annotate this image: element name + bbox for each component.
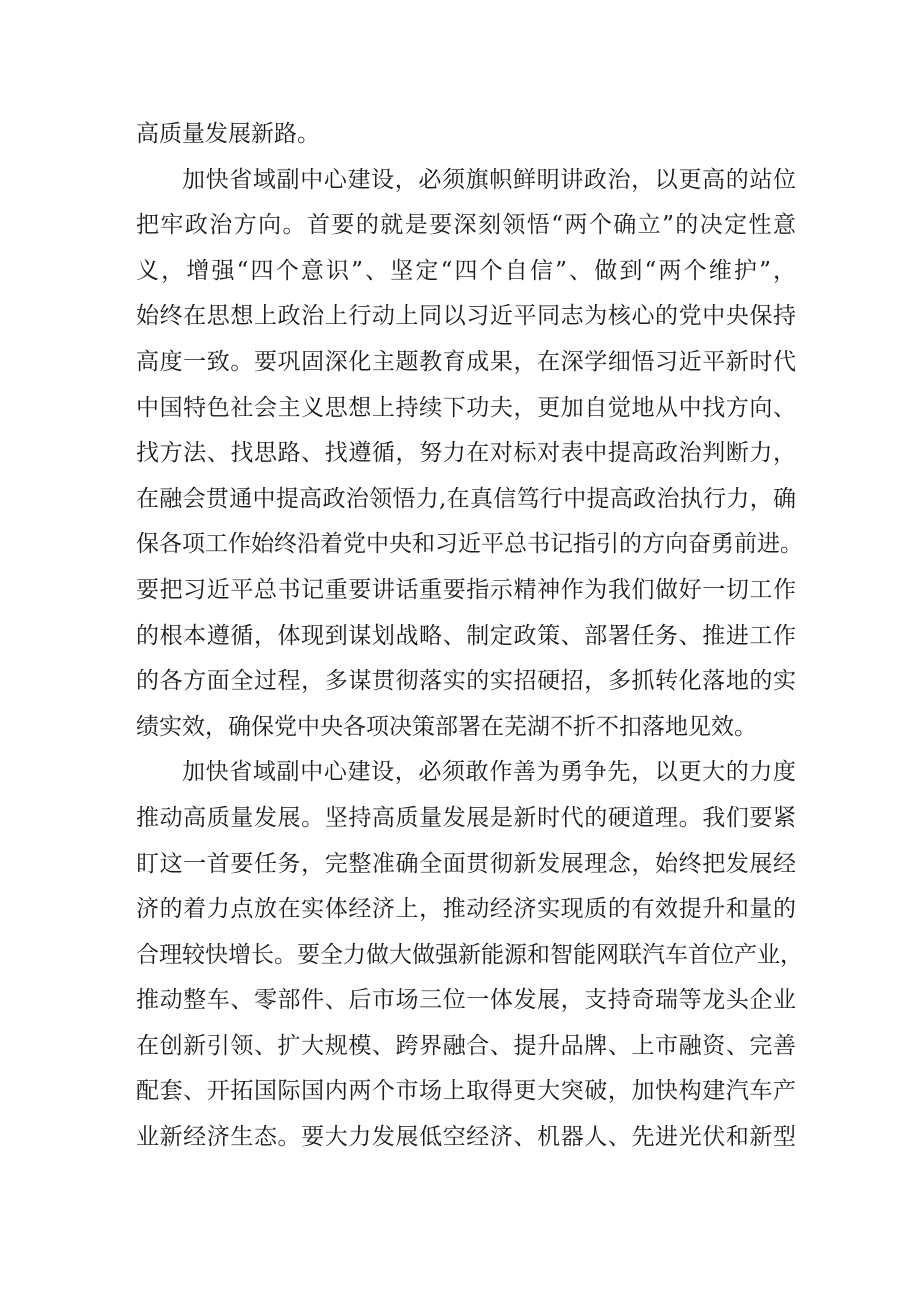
- text-line: 推动整车、零部件、后市场三位一体发展，支持奇瑞等龙头企业: [136, 987, 796, 1014]
- text-line: 高度一致。要巩固深化主题教育成果，在深学细悟习近平新时代: [136, 348, 796, 375]
- text-line: 找方法、找思路、找遵循，努力在对标对表中提高政治判断力，: [136, 440, 796, 467]
- text-line: 高质量发展新路。: [136, 121, 320, 147]
- text-line: 保各项工作始终沿着党中央和习近平总书记指引的方向奋勇前进。: [136, 531, 803, 558]
- text-line: 绩实效，确保党中央各项决策部署在芜湖不折不扣落地见效。: [136, 713, 757, 740]
- paragraph-first-line: 加快省域副中心建设，必须敢作善为勇争先，以更大的力度: [182, 759, 796, 786]
- text-line: 的根本遵循，体现到谋划战略、制定政策、部署任务、推进工作: [136, 622, 796, 649]
- text-line: 义，增强“四个意识”、坚定“四个自信”、做到“两个维护”，: [136, 257, 796, 284]
- text-line: 的各方面全过程，多谋贯彻落实的实招硬招，多抓转化落地的实: [136, 668, 796, 695]
- text-line: 在融会贯通中提高政治领悟力,在真信笃行中提高政治执行力，确: [136, 485, 796, 512]
- text-line: 要把习近平总书记重要讲话重要指示精神作为我们做好一切工作: [136, 576, 796, 603]
- document-body-text: [136, 112, 803, 1161]
- text-line: 配套、开拓国际国内两个市场上取得更大突破，加快构建汽车产: [136, 1078, 796, 1105]
- text-line: 盯这一首要任务，完整准确全面贯彻新发展理念，始终把发展经: [136, 850, 796, 877]
- text-line: 中国特色社会主义思想上持续下功夫，更加自觉地从中找方向、: [136, 394, 796, 421]
- text-line: 济的着力点放在实体经济上，推动经济实现质的有效提升和量的: [136, 896, 796, 923]
- text-line: 始终在思想上政治上行动上同以习近平同志为核心的党中央保持: [136, 303, 796, 330]
- text-line: 业新经济生态。要大力发展低空经济、机器人、先进光伏和新型: [136, 1124, 796, 1151]
- text-line: 把牢政治方向。首要的就是要深刻领悟“两个确立”的决定性意: [136, 212, 796, 239]
- text-line: 合理较快增长。要全力做大做强新能源和智能网联汽车首位产业，: [136, 941, 803, 968]
- text-line: 推动高质量发展。坚持高质量发展是新时代的硬道理。我们要紧: [136, 804, 796, 831]
- text-line: 在创新引领、扩大规模、跨界融合、提升品牌、上市融资、完善: [136, 1032, 796, 1059]
- paragraph-first-line: 加快省域副中心建设，必须旗帜鲜明讲政治，以更高的站位: [182, 166, 796, 193]
